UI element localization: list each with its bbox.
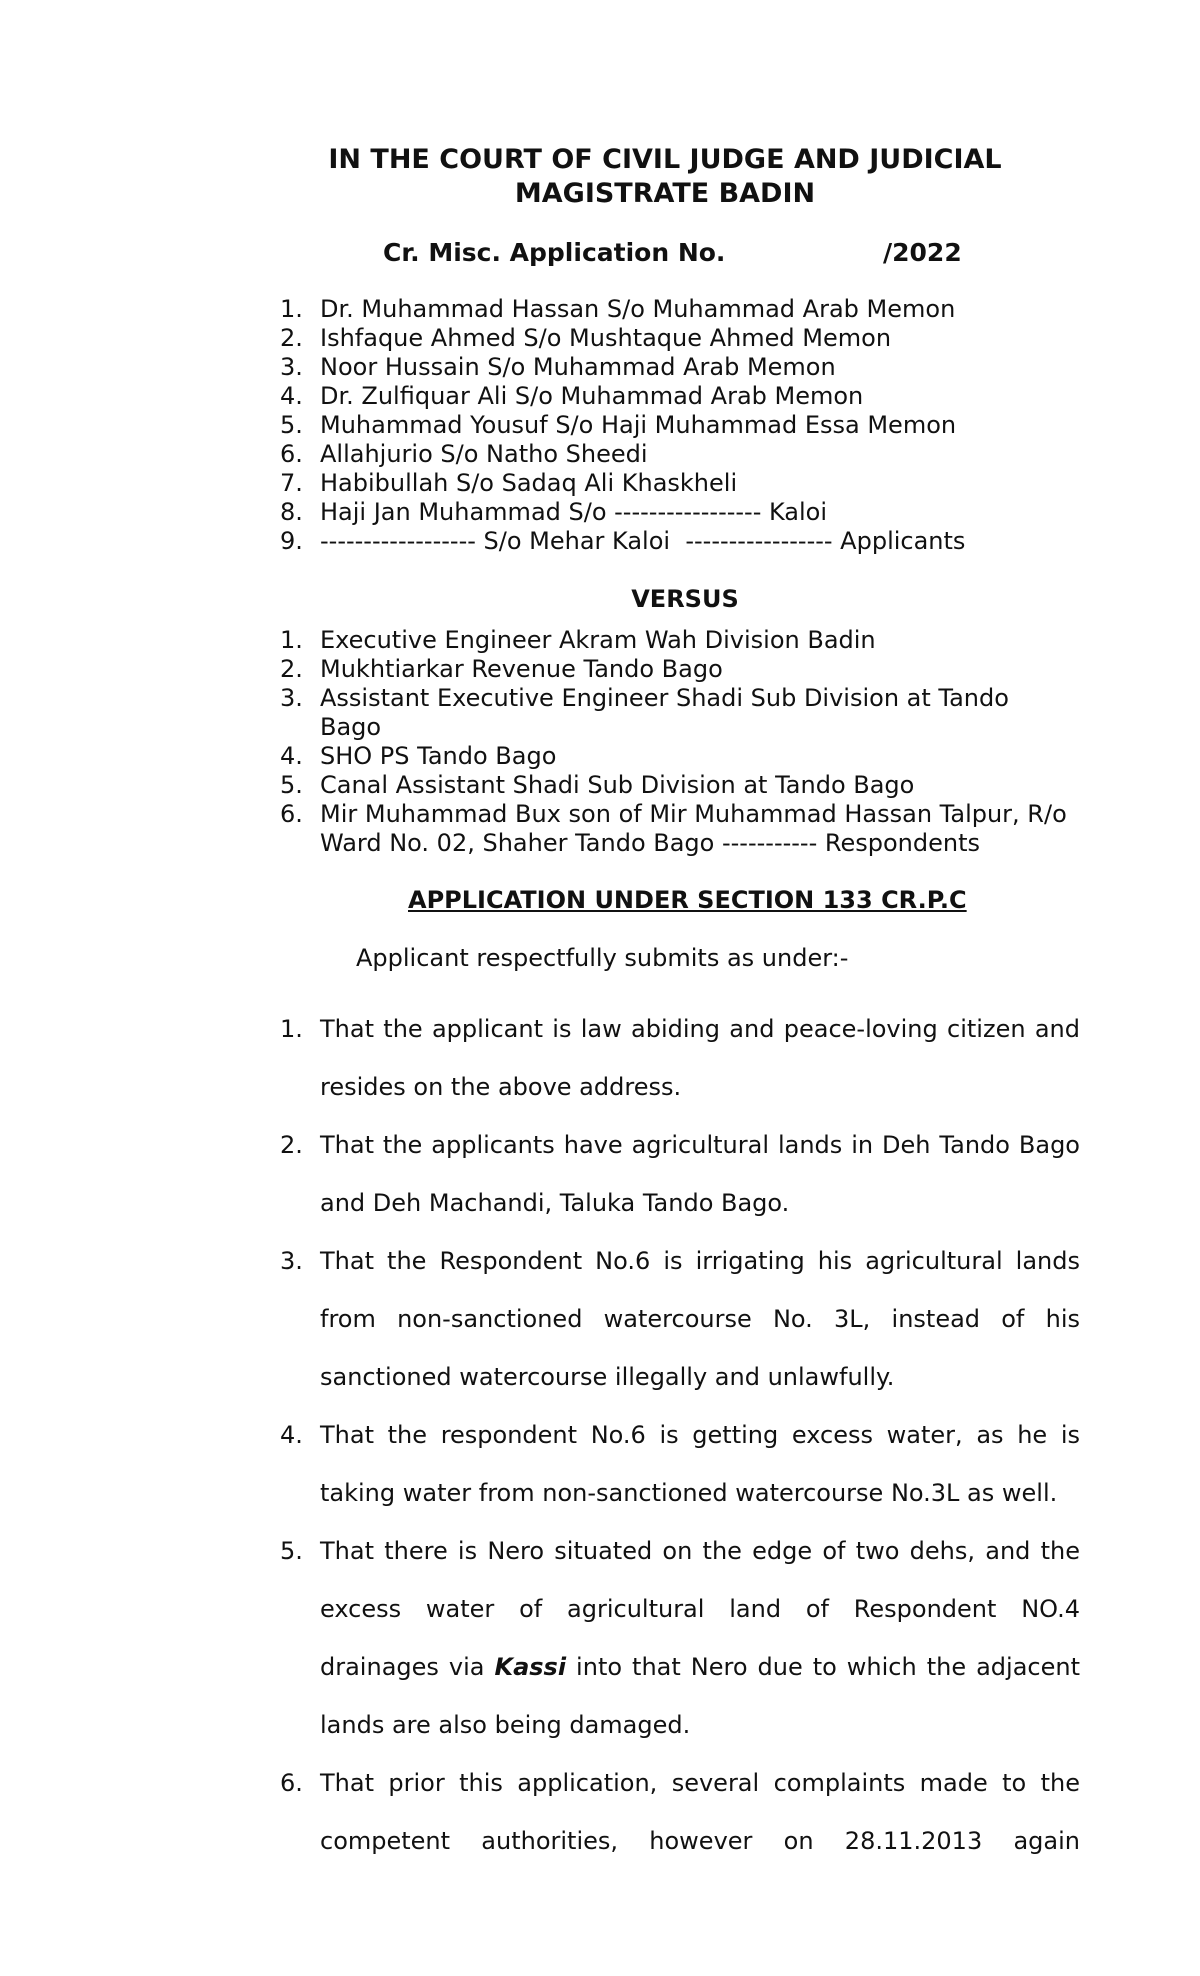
paragraph — [280, 1116, 1080, 1232]
list-item-text: Dr. Zulfiquar Ali S/o Muhammad Arab Memon — [320, 382, 864, 410]
paragraph — [280, 1000, 1080, 1116]
list-item-text: Ishfaque Ahmed S/o Mushtaque Ahmed Memon — [320, 324, 892, 352]
list-item-text: Executive Engineer Akram Wah Division Badin — [320, 626, 876, 654]
list-item-text: Assistant Executive Engineer Shadi Sub Division at Tando Bago — [320, 684, 1009, 741]
paragraph-number: 3. — [280, 1247, 303, 1275]
list-item-text: Noor Hussain S/o Muhammad Arab Memon — [320, 353, 836, 381]
paragraph-text: That the Respondent No.6 is irrigating his agricultural lands from non-sanctioned watercourse No. 3L, instead of his sanctioned watercourse illegally and unlawfully. — [320, 1247, 1080, 1391]
paragraph — [280, 1754, 1080, 1870]
list-item — [280, 324, 1080, 353]
list-item-text: Canal Assistant Shadi Sub Division at Tando Bago — [320, 771, 915, 799]
list-item — [280, 295, 1080, 324]
list-item-number: 4. — [280, 742, 303, 770]
list-item-text: ------------------ S/o Mehar Kaloi ----------------- Applicants — [320, 527, 966, 555]
list-item — [280, 411, 1080, 440]
list-item-number: 7. — [280, 469, 303, 497]
application-number-label: Cr. Misc. Application No. — [383, 238, 726, 267]
list-item — [280, 684, 1080, 742]
versus-heading: VERSUS — [631, 585, 739, 613]
application-heading: APPLICATION UNDER SECTION 133 CR.P.C — [408, 886, 967, 914]
list-item-number: 1. — [280, 626, 303, 654]
list-item-number: 4. — [280, 382, 303, 410]
paragraph-text-after: into that Nero due to which the adjacent lands are also being damaged. — [320, 1653, 1080, 1739]
court-title-line1: IN THE COURT OF CIVIL JUDGE AND JUDICIAL — [328, 144, 1002, 175]
application-number-year: /2022 — [883, 238, 962, 267]
list-item-number: 2. — [280, 655, 303, 683]
paragraph-list — [280, 1000, 1080, 1870]
emphasis-term: Kassi — [494, 1653, 567, 1681]
respondents-list — [280, 626, 1080, 858]
list-item — [280, 771, 1080, 800]
paragraph-number: 4. — [280, 1421, 303, 1449]
list-item — [280, 742, 1080, 771]
list-item-number: 3. — [280, 684, 303, 712]
list-item-text: Muhammad Yousuf S/o Haji Muhammad Essa Memon — [320, 411, 957, 439]
list-item — [280, 498, 1080, 527]
list-item — [280, 469, 1080, 498]
list-item — [280, 440, 1080, 469]
list-item-text: Dr. Muhammad Hassan S/o Muhammad Arab Memon — [320, 295, 956, 323]
list-item-text: Haji Jan Muhammad S/o ----------------- Kaloi — [320, 498, 828, 526]
list-item-number: 8. — [280, 498, 303, 526]
list-item-number: 5. — [280, 411, 303, 439]
paragraph — [280, 1522, 1080, 1754]
paragraph-number: 2. — [280, 1131, 303, 1159]
paragraph-text: That the applicant is law abiding and peace-loving citizen and resides on the above address. — [320, 1015, 1080, 1101]
paragraph — [280, 1232, 1080, 1406]
list-item-number: 6. — [280, 800, 303, 828]
list-item-number: 6. — [280, 440, 303, 468]
list-item — [280, 800, 1080, 858]
list-item-text: Allahjurio S/o Natho Sheedi — [320, 440, 648, 468]
list-item — [280, 527, 1080, 556]
paragraph-number: 1. — [280, 1015, 303, 1043]
list-item-number: 3. — [280, 353, 303, 381]
court-title-line2: MAGISTRATE BADIN — [514, 178, 816, 209]
list-item — [280, 353, 1080, 382]
paragraph — [280, 1406, 1080, 1522]
intro-text: Applicant respectfully submits as under:- — [356, 944, 849, 972]
list-item-number: 9. — [280, 527, 303, 555]
paragraph-text-before: That there is Nero situated on the edge of two dehs, and the excess water of agricultural land of Respondent NO.4 drainages via — [320, 1537, 1080, 1681]
paragraph-text: That the applicants have agricultural lands in Deh Tando Bago and Deh Machandi, Taluka Tando Bago. — [320, 1131, 1080, 1217]
list-item-text: Habibullah S/o Sadaq Ali Khaskheli — [320, 469, 738, 497]
list-item-number: 5. — [280, 771, 303, 799]
list-item-number: 2. — [280, 324, 303, 352]
list-item-text: Mir Muhammad Bux son of Mir Muhammad Hassan Talpur, R/o Ward No. 02, Shaher Tando Bago ----------- Respondents — [320, 800, 1067, 857]
applicants-list — [280, 295, 1080, 556]
list-item-number: 1. — [280, 295, 303, 323]
paragraph-text — [320, 1522, 1080, 1754]
list-item-text: SHO PS Tando Bago — [320, 742, 557, 770]
list-item — [280, 626, 1080, 655]
paragraph-number: 6. — [280, 1769, 303, 1797]
court-title — [290, 143, 1040, 211]
paragraph-number: 5. — [280, 1537, 303, 1565]
list-item-text: Mukhtiarkar Revenue Tando Bago — [320, 655, 723, 683]
paragraph-text: That the respondent No.6 is getting excess water, as he is taking water from non-sanctioned watercourse No.3L as well. — [320, 1421, 1080, 1507]
paragraph-text: That prior this application, several complaints made to the competent authorities, however on 28.11.2013 again — [320, 1769, 1080, 1855]
list-item — [280, 382, 1080, 411]
list-item — [280, 655, 1080, 684]
application-number — [383, 238, 962, 268]
